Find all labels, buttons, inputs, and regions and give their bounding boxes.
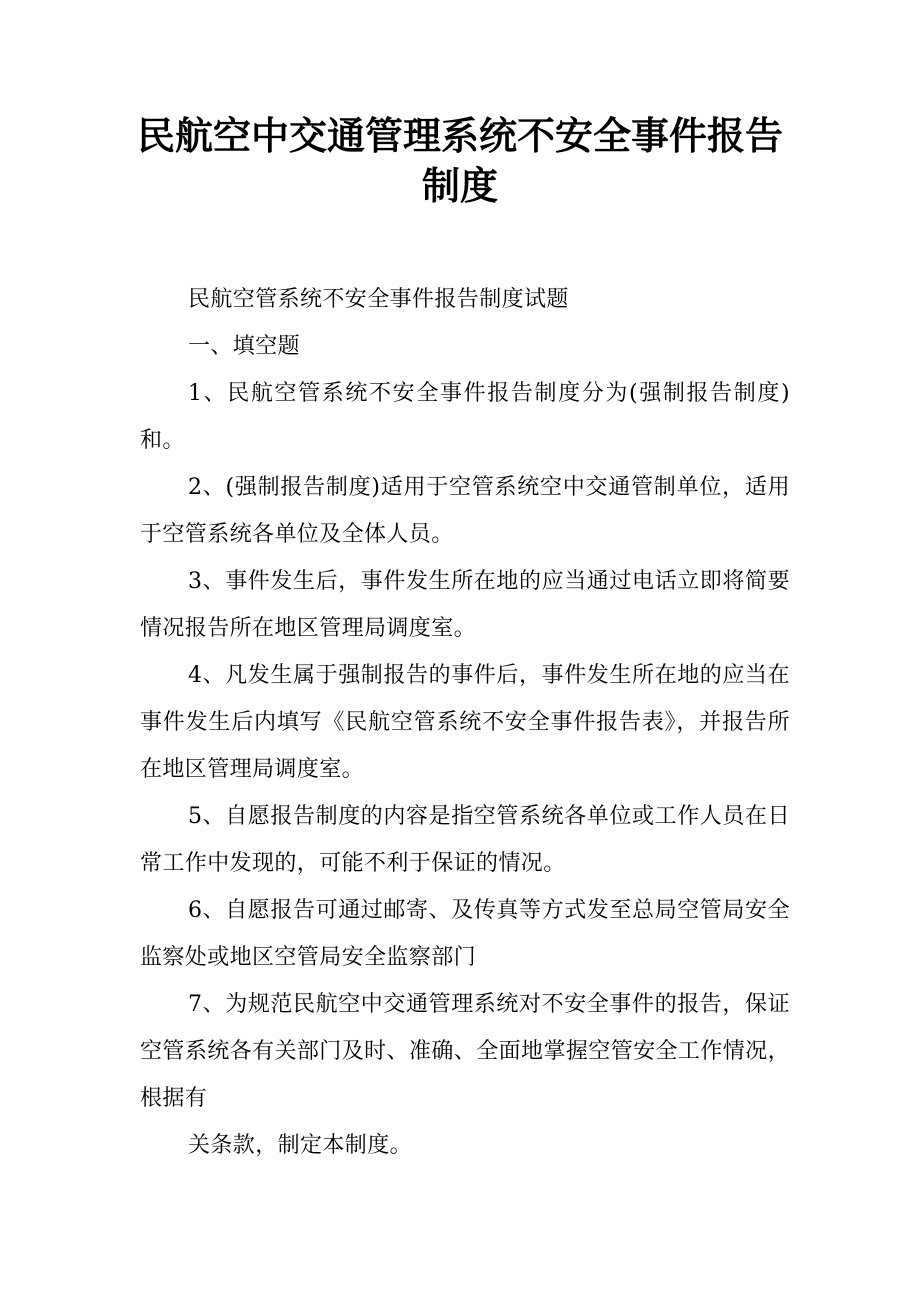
- paragraph-exam-title: 民航空管系统不安全事件报告制度试题: [188, 287, 569, 312]
- paragraph-section-heading: 一、填空题: [188, 334, 301, 359]
- document-body: [140, 276, 790, 1169]
- paragraph-question-7: 7、为规范民航空中交通管理系统对不安全事件的报告，保证空管系统各有关部门及时、准确、全面地掌握空管安全工作情况，根据有: [140, 992, 790, 1111]
- document-title-line-1: 民航空中交通管理系统不安全事件报告: [136, 114, 783, 158]
- document-title-line-2: 制度: [421, 164, 498, 208]
- paragraph-continuation: 关条款，制定本制度。: [188, 1133, 413, 1158]
- paragraph-question-1: 1、民航空管系统不安全事件报告制度分为(强制报告制度)和。: [140, 381, 790, 453]
- paragraph-question-6: 6、自愿报告可通过邮寄、及传真等方式发至总局空管局安全监察处或地区空管局安全监察部门: [140, 898, 790, 970]
- paragraph-question-4: 4、凡发生属于强制报告的事件后，事件发生所在地的应当在事件发生后内填写《民航空管系统不安全事件报告表》，并报告所在地区管理局调度室。: [140, 663, 790, 782]
- paragraph-question-5: 5、自愿报告制度的内容是指空管系统各单位或工作人员在日常工作中发现的，可能不利于保证的情况。: [140, 804, 790, 876]
- paragraph-question-3: 3、事件发生后，事件发生所在地的应当通过电话立即将简要情况报告所在地区管理局调度室。: [140, 569, 790, 641]
- paragraph-question-2: 2、(强制报告制度)适用于空管系统空中交通管制单位，适用于空管系统各单位及全体人员。: [140, 475, 790, 547]
